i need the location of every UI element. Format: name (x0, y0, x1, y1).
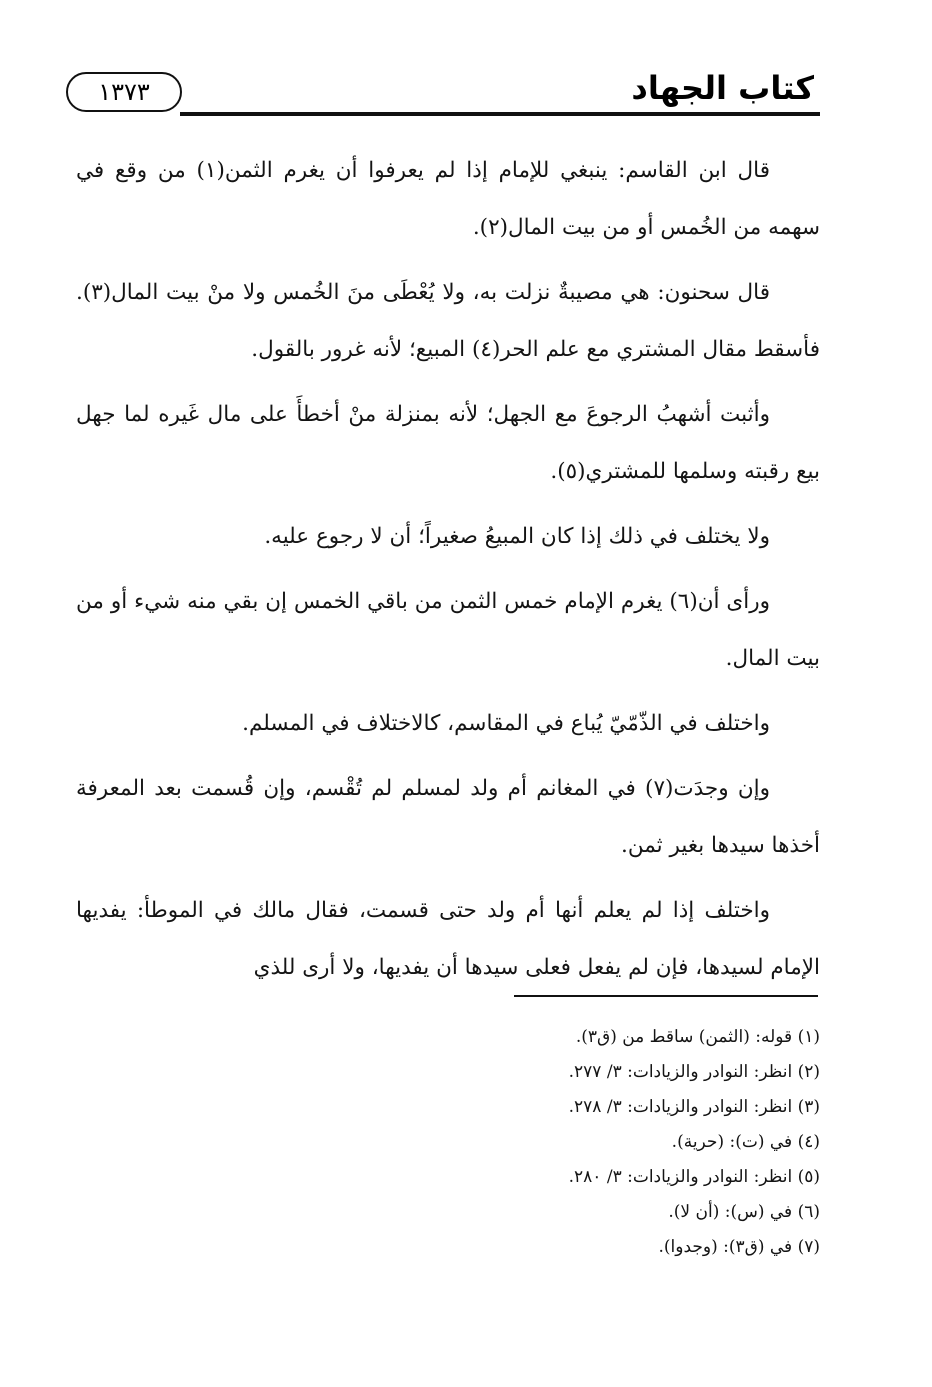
paragraph: واختلف في الذّمّيّ يُباع في المقاسم، كالاختلاف في المسلم. (242, 711, 770, 736)
header-rule (180, 112, 820, 116)
footnote: (٧) في (ق٣): (وجدوا). (658, 1237, 820, 1257)
footnote: (٦) في (س): (أن لا). (668, 1202, 820, 1222)
page-number: ١٣٧٣ (98, 78, 150, 106)
footnote: (١) قوله: (الثمن) ساقط من (ق٣). (575, 1027, 820, 1047)
footnote: (٥) انظر: النوادر والزيادات: ٣/ ٢٨٠. (568, 1167, 820, 1187)
footnote-separator (514, 995, 818, 997)
paragraph: قال سحنون: هي مصيبةٌ نزلت به، ولا يُعْطَى منَ الخُمس ولا منْ بيت المال(٣). فأسقط مقال المشتري مع علم الحر(٤) المبيع؛ لأنه غرور بالقول. (76, 280, 820, 362)
paragraph: ورأى أن(٦) يغرم الإمام خمس الثمن من باقي الخمس إن بقي منه شيء أو من بيت المال. (76, 589, 820, 671)
paragraph: وإن وجدَت(٧) في المغانم أم ولد لمسلم لم تُقْسم، وإن قُسمت بعد المعرفة أخذها سيدها بغير ثمن. (76, 776, 820, 858)
paragraph: واختلف إذا لم يعلم أنها أم ولد حتى قسمت، فقال مالك في الموطأ: يفديها الإمام لسيدها، فإن لم يفعل فعلى سيدها أن يفديها، ولا أرى للذي (76, 898, 820, 980)
footnotes (320, 1020, 820, 1265)
page-header (60, 62, 820, 124)
footnote: (٢) انظر: النوادر والزيادات: ٣/ ٢٧٧. (568, 1062, 820, 1082)
footnote: (٤) في (ت): (حرية). (671, 1132, 820, 1152)
main-text (76, 142, 820, 1004)
paragraph: وأثبت أشهبُ الرجوعَ مع الجهل؛ لأنه بمنزلة منْ أخطأَ على مال غَيره لما جهل بيع رقبته وسلمها للمشتري(٥). (76, 402, 820, 484)
chapter-title: كتاب الجهاد (621, 68, 814, 108)
paragraph: قال ابن القاسم: ينبغي للإمام إذا لم يعرفوا أن يغرم الثمن(١) من وقع في سهمه من الخُمس أو من بيت المال(٢). (76, 158, 820, 240)
footnote: (٣) انظر: النوادر والزيادات: ٣/ ٢٧٨. (568, 1097, 820, 1117)
paragraph: ولا يختلف في ذلك إذا كان المبيعُ صغيراً؛ أن لا رجوع عليه. (264, 524, 770, 549)
page-number-badge (66, 72, 182, 112)
